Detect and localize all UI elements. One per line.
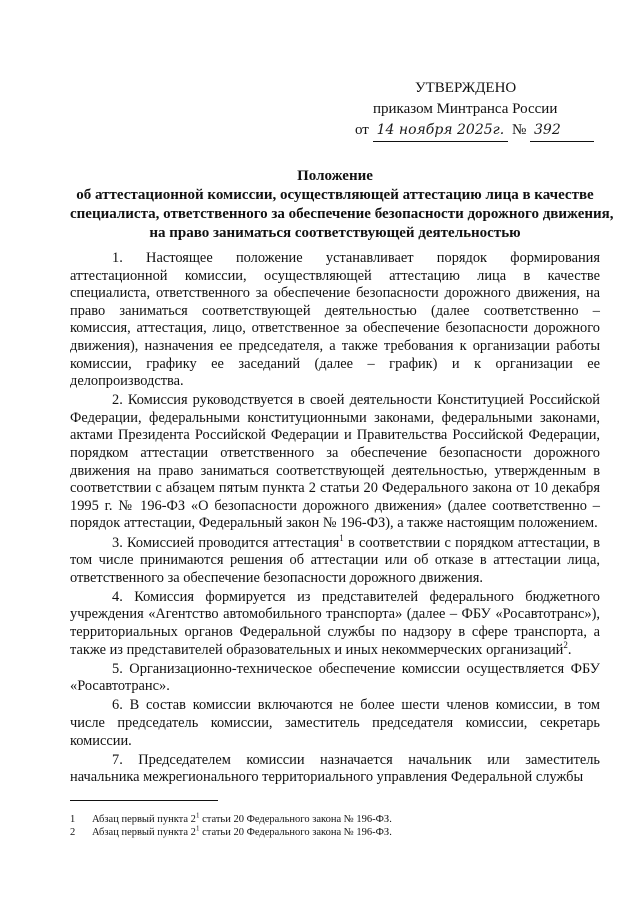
paragraph-7: 7. Председателем комиссии назначается начальник или заместитель начальника межрегионального территориального управления Федеральной службы <box>70 751 600 786</box>
approval-order: приказом Минтранса России <box>373 101 558 117</box>
paragraph-6: 6. В состав комиссии включаются не более шести членов комиссии, в том числе председатель комиссии, заместитель председателя комиссии, секретарь комиссии. <box>70 697 600 749</box>
paragraph-5: 5. Организационно-техническое обеспечение комиссии осуществляется ФБУ «Росавтотранс». <box>70 660 600 695</box>
footnotes <box>70 813 600 839</box>
footnote-text-b: статьи 20 Федерального закона № 196-ФЗ. <box>199 827 392 838</box>
footnote-text <box>92 826 392 839</box>
footnote-text <box>92 813 392 826</box>
footnote-ref-2: 2 <box>563 639 568 650</box>
footnote-item <box>70 826 600 839</box>
footnote-sup: 1 <box>195 824 200 833</box>
title-line-3: специалиста, ответственного за обеспечение безопасности дорожного движения, <box>70 206 614 222</box>
document-title <box>70 167 614 243</box>
paragraph-3 <box>70 532 600 588</box>
footnote-divider <box>70 800 218 801</box>
paragraph-3-text-b: в соответствии с порядком аттестации, в том числе принимаются решения об аттестации или об отказе в аттестации лица, ответственного за обеспечение безопасности дорожного движения. <box>70 534 600 586</box>
paragraph-1: 1. Настоящее положение устанавливает порядок формирования аттестационной комиссии, осуществляющей аттестацию лица в качестве специалиста, ответственного за обеспечение безопасности дорожного движения, на право заниматься соответствующей деятельностью (далее соответственно – комиссия, аттестация, лицо, ответственное за обеспечение безопасности дорожного движения), назначения ее председателя, а также требования к организации работы комиссии, графику ее заседаний (далее – график) и к организации ее делопроизводства. <box>70 250 600 390</box>
document-body <box>70 250 600 788</box>
approval-number: 392 <box>530 120 594 142</box>
paragraph-4-text-a: 4. Комиссия формируется из представителей федерального бюджетного учреждения «Агентство автомобильного транспорта» (далее – ФБУ «Росавтотранс»), территориальных органов Федеральной службы по надзору в сфере транспорта, а также из представителей образовательных и иных некоммерческих организаций <box>70 588 600 658</box>
paragraph-3-text-a: 3. Комиссией проводится аттестация <box>112 534 340 551</box>
footnote-item <box>70 813 600 826</box>
paragraph-4-text-b: . <box>567 641 572 658</box>
approval-date: 14 ноября 2025г. <box>373 120 509 142</box>
title-line-1: Положение <box>297 168 373 184</box>
title-line-4: на право заниматься соответствующей деятельностью <box>149 225 521 241</box>
footnote-mark: 1 <box>70 814 76 825</box>
footnote-text-a: Абзац первый пункта 2 <box>92 814 196 825</box>
footnote-sup: 1 <box>195 811 200 820</box>
approval-date-line <box>345 120 585 142</box>
approval-heading: УТВЕРЖДЕНО <box>415 80 517 96</box>
paragraph-4 <box>70 589 600 659</box>
title-line-2: об аттестационной комиссии, осуществляющей аттестацию лица в качестве <box>76 187 594 203</box>
footnote-text-a: Абзац первый пункта 2 <box>92 827 196 838</box>
footnote-mark: 2 <box>70 827 76 838</box>
paragraph-2: 2. Комиссия руководствуется в своей деятельности Конституцией Российской Федерации, федеральными конституционными законами, федеральными законами, актами Президента Российской Федерации и Правительства Российской Федерации, порядком аттестации ответственного за обеспечение безопасности дорожного движения на право заниматься соответствующей деятельностью, утвержденным в соответствии с абзацем пятым пункта 2 статьи 20 Федерального закона от 10 декабря 1995 г. № 196-ФЗ «О безопасности дорожного движения» (далее соответственно – порядок аттестации, Федеральный закон № 196-ФЗ), а также настоящим положением. <box>70 392 600 532</box>
approval-stamp <box>345 78 585 142</box>
footnote-text-b: статьи 20 Федерального закона № 196-ФЗ. <box>199 814 392 825</box>
approval-number-label: № <box>511 122 527 138</box>
footnote-ref-1: 1 <box>339 532 344 543</box>
approval-prefix: от <box>355 122 369 138</box>
